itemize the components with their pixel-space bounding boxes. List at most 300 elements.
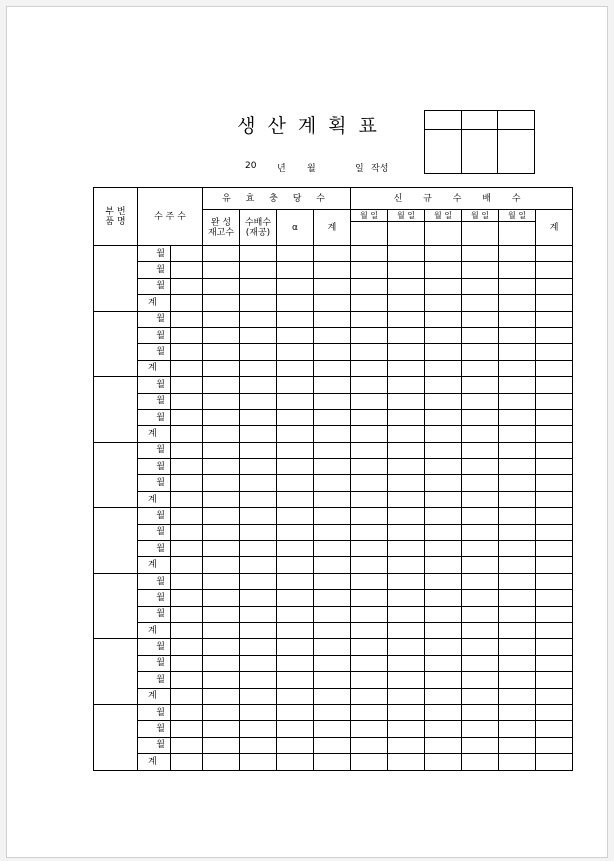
order-count-cell[interactable] — [171, 426, 203, 442]
data-cell[interactable] — [240, 459, 277, 475]
data-cell[interactable] — [425, 311, 462, 327]
data-cell[interactable] — [314, 262, 351, 278]
data-cell[interactable] — [462, 655, 499, 671]
data-cell[interactable] — [462, 606, 499, 622]
data-cell[interactable] — [240, 655, 277, 671]
data-cell[interactable] — [240, 360, 277, 376]
data-cell[interactable] — [240, 541, 277, 557]
data-cell[interactable] — [499, 737, 536, 753]
data-cell[interactable] — [425, 377, 462, 393]
data-cell[interactable] — [351, 278, 388, 294]
data-cell[interactable] — [203, 590, 240, 606]
data-cell[interactable] — [462, 541, 499, 557]
data-cell[interactable] — [314, 393, 351, 409]
order-count-cell[interactable] — [171, 377, 203, 393]
data-cell[interactable] — [351, 524, 388, 540]
data-cell[interactable] — [425, 360, 462, 376]
data-cell[interactable] — [203, 541, 240, 557]
data-cell[interactable] — [462, 672, 499, 688]
data-cell[interactable] — [536, 639, 573, 655]
data-cell[interactable] — [499, 344, 536, 360]
order-count-cell[interactable] — [171, 311, 203, 327]
data-cell[interactable] — [240, 557, 277, 573]
data-cell[interactable] — [499, 721, 536, 737]
data-cell[interactable] — [351, 622, 388, 638]
data-cell[interactable] — [314, 573, 351, 589]
data-cell[interactable] — [499, 475, 536, 491]
data-cell[interactable] — [277, 524, 314, 540]
data-cell[interactable] — [388, 557, 425, 573]
data-cell[interactable] — [462, 426, 499, 442]
data-cell[interactable] — [425, 409, 462, 425]
data-cell[interactable] — [499, 491, 536, 507]
product-cell[interactable] — [94, 704, 138, 770]
data-cell[interactable] — [499, 459, 536, 475]
data-cell[interactable] — [240, 409, 277, 425]
order-count-cell[interactable] — [171, 327, 203, 343]
data-cell[interactable] — [462, 754, 499, 770]
data-cell[interactable] — [351, 442, 388, 458]
data-cell[interactable] — [388, 672, 425, 688]
data-cell[interactable] — [388, 262, 425, 278]
data-cell[interactable] — [388, 327, 425, 343]
data-cell[interactable] — [203, 262, 240, 278]
data-cell[interactable] — [240, 262, 277, 278]
data-cell[interactable] — [425, 393, 462, 409]
data-cell[interactable] — [536, 672, 573, 688]
data-cell[interactable] — [499, 754, 536, 770]
data-cell[interactable] — [277, 262, 314, 278]
data-cell[interactable] — [351, 295, 388, 311]
data-cell[interactable] — [203, 639, 240, 655]
data-cell[interactable] — [499, 639, 536, 655]
data-cell[interactable] — [536, 442, 573, 458]
product-cell[interactable] — [94, 639, 138, 705]
data-cell[interactable] — [351, 311, 388, 327]
data-cell[interactable] — [536, 754, 573, 770]
data-cell[interactable] — [351, 475, 388, 491]
data-cell[interactable] — [351, 459, 388, 475]
data-cell[interactable] — [314, 442, 351, 458]
data-cell[interactable] — [351, 360, 388, 376]
data-cell[interactable] — [536, 491, 573, 507]
data-cell[interactable] — [499, 377, 536, 393]
data-cell[interactable] — [240, 721, 277, 737]
data-cell[interactable] — [462, 704, 499, 720]
data-cell[interactable] — [536, 295, 573, 311]
order-count-cell[interactable] — [171, 541, 203, 557]
data-cell[interactable] — [499, 508, 536, 524]
data-cell[interactable] — [351, 393, 388, 409]
data-cell[interactable] — [203, 246, 240, 262]
order-count-cell[interactable] — [171, 721, 203, 737]
data-cell[interactable] — [314, 524, 351, 540]
data-cell[interactable] — [462, 688, 499, 704]
data-cell[interactable] — [203, 459, 240, 475]
data-cell[interactable] — [203, 344, 240, 360]
data-cell[interactable] — [314, 688, 351, 704]
order-count-cell[interactable] — [171, 508, 203, 524]
data-cell[interactable] — [240, 622, 277, 638]
order-count-cell[interactable] — [171, 704, 203, 720]
data-cell[interactable] — [462, 622, 499, 638]
data-cell[interactable] — [499, 327, 536, 343]
data-cell[interactable] — [462, 459, 499, 475]
data-cell[interactable] — [203, 737, 240, 753]
approval-cell[interactable] — [425, 111, 462, 130]
data-cell[interactable] — [240, 311, 277, 327]
data-cell[interactable] — [314, 622, 351, 638]
data-cell[interactable] — [536, 622, 573, 638]
data-cell[interactable] — [277, 295, 314, 311]
approval-cell[interactable] — [425, 130, 462, 174]
order-count-cell[interactable] — [171, 442, 203, 458]
data-cell[interactable] — [499, 360, 536, 376]
data-cell[interactable] — [462, 442, 499, 458]
data-cell[interactable] — [536, 688, 573, 704]
data-cell[interactable] — [351, 409, 388, 425]
data-cell[interactable] — [388, 295, 425, 311]
data-cell[interactable] — [499, 606, 536, 622]
order-count-cell[interactable] — [171, 557, 203, 573]
data-cell[interactable] — [425, 278, 462, 294]
data-cell[interactable] — [536, 524, 573, 540]
order-count-cell[interactable] — [171, 295, 203, 311]
data-cell[interactable] — [277, 377, 314, 393]
data-cell[interactable] — [314, 541, 351, 557]
data-cell[interactable] — [388, 442, 425, 458]
data-cell[interactable] — [277, 606, 314, 622]
data-cell[interactable] — [425, 327, 462, 343]
data-cell[interactable] — [277, 737, 314, 753]
product-cell[interactable] — [94, 246, 138, 312]
data-cell[interactable] — [388, 606, 425, 622]
data-cell[interactable] — [240, 606, 277, 622]
data-cell[interactable] — [277, 704, 314, 720]
data-cell[interactable] — [277, 327, 314, 343]
data-cell[interactable] — [425, 508, 462, 524]
data-cell[interactable] — [425, 737, 462, 753]
data-cell[interactable] — [462, 295, 499, 311]
product-cell[interactable] — [94, 377, 138, 443]
data-cell[interactable] — [240, 491, 277, 507]
data-cell[interactable] — [499, 278, 536, 294]
data-cell[interactable] — [388, 704, 425, 720]
data-cell[interactable] — [388, 524, 425, 540]
data-cell[interactable] — [240, 672, 277, 688]
data-cell[interactable] — [499, 311, 536, 327]
data-cell[interactable] — [536, 262, 573, 278]
data-cell[interactable] — [277, 459, 314, 475]
header-date-cell[interactable] — [388, 222, 425, 246]
data-cell[interactable] — [499, 426, 536, 442]
data-cell[interactable] — [499, 262, 536, 278]
data-cell[interactable] — [536, 557, 573, 573]
approval-cell[interactable] — [461, 111, 498, 130]
data-cell[interactable] — [388, 491, 425, 507]
order-count-cell[interactable] — [171, 754, 203, 770]
data-cell[interactable] — [388, 311, 425, 327]
data-cell[interactable] — [425, 721, 462, 737]
data-cell[interactable] — [277, 442, 314, 458]
data-cell[interactable] — [536, 344, 573, 360]
data-cell[interactable] — [462, 409, 499, 425]
data-cell[interactable] — [462, 721, 499, 737]
data-cell[interactable] — [314, 278, 351, 294]
data-cell[interactable] — [425, 655, 462, 671]
data-cell[interactable] — [314, 426, 351, 442]
order-count-cell[interactable] — [171, 639, 203, 655]
data-cell[interactable] — [462, 524, 499, 540]
data-cell[interactable] — [388, 573, 425, 589]
data-cell[interactable] — [536, 606, 573, 622]
data-cell[interactable] — [240, 704, 277, 720]
data-cell[interactable] — [388, 393, 425, 409]
data-cell[interactable] — [499, 672, 536, 688]
data-cell[interactable] — [240, 278, 277, 294]
data-cell[interactable] — [240, 246, 277, 262]
data-cell[interactable] — [462, 262, 499, 278]
data-cell[interactable] — [351, 541, 388, 557]
order-count-cell[interactable] — [171, 655, 203, 671]
data-cell[interactable] — [240, 442, 277, 458]
data-cell[interactable] — [425, 475, 462, 491]
data-cell[interactable] — [425, 262, 462, 278]
data-cell[interactable] — [351, 344, 388, 360]
data-cell[interactable] — [314, 704, 351, 720]
data-cell[interactable] — [388, 508, 425, 524]
data-cell[interactable] — [499, 590, 536, 606]
data-cell[interactable] — [203, 721, 240, 737]
order-count-cell[interactable] — [171, 606, 203, 622]
data-cell[interactable] — [425, 672, 462, 688]
data-cell[interactable] — [203, 573, 240, 589]
data-cell[interactable] — [499, 573, 536, 589]
data-cell[interactable] — [499, 622, 536, 638]
product-cell[interactable] — [94, 311, 138, 377]
data-cell[interactable] — [351, 246, 388, 262]
data-cell[interactable] — [499, 524, 536, 540]
data-cell[interactable] — [314, 721, 351, 737]
data-cell[interactable] — [388, 721, 425, 737]
data-cell[interactable] — [462, 327, 499, 343]
data-cell[interactable] — [388, 459, 425, 475]
data-cell[interactable] — [536, 393, 573, 409]
data-cell[interactable] — [425, 491, 462, 507]
data-cell[interactable] — [203, 475, 240, 491]
data-cell[interactable] — [388, 639, 425, 655]
order-count-cell[interactable] — [171, 737, 203, 753]
data-cell[interactable] — [277, 622, 314, 638]
data-cell[interactable] — [462, 311, 499, 327]
data-cell[interactable] — [351, 754, 388, 770]
data-cell[interactable] — [277, 475, 314, 491]
data-cell[interactable] — [425, 754, 462, 770]
data-cell[interactable] — [351, 639, 388, 655]
order-count-cell[interactable] — [171, 688, 203, 704]
data-cell[interactable] — [240, 524, 277, 540]
data-cell[interactable] — [499, 541, 536, 557]
data-cell[interactable] — [314, 737, 351, 753]
data-cell[interactable] — [277, 278, 314, 294]
data-cell[interactable] — [351, 377, 388, 393]
header-date-cell[interactable] — [462, 222, 499, 246]
header-date-cell[interactable] — [425, 222, 462, 246]
data-cell[interactable] — [203, 557, 240, 573]
data-cell[interactable] — [314, 508, 351, 524]
data-cell[interactable] — [462, 393, 499, 409]
order-count-cell[interactable] — [171, 459, 203, 475]
data-cell[interactable] — [388, 409, 425, 425]
data-cell[interactable] — [203, 704, 240, 720]
data-cell[interactable] — [240, 737, 277, 753]
data-cell[interactable] — [203, 442, 240, 458]
data-cell[interactable] — [388, 590, 425, 606]
data-cell[interactable] — [425, 688, 462, 704]
data-cell[interactable] — [203, 524, 240, 540]
data-cell[interactable] — [462, 639, 499, 655]
data-cell[interactable] — [499, 409, 536, 425]
data-cell[interactable] — [536, 360, 573, 376]
order-count-cell[interactable] — [171, 573, 203, 589]
data-cell[interactable] — [351, 573, 388, 589]
data-cell[interactable] — [536, 721, 573, 737]
data-cell[interactable] — [462, 557, 499, 573]
data-cell[interactable] — [314, 327, 351, 343]
data-cell[interactable] — [388, 655, 425, 671]
data-cell[interactable] — [203, 377, 240, 393]
data-cell[interactable] — [277, 573, 314, 589]
data-cell[interactable] — [277, 557, 314, 573]
product-cell[interactable] — [94, 508, 138, 574]
data-cell[interactable] — [203, 311, 240, 327]
data-cell[interactable] — [351, 655, 388, 671]
data-cell[interactable] — [536, 377, 573, 393]
data-cell[interactable] — [203, 409, 240, 425]
data-cell[interactable] — [240, 475, 277, 491]
data-cell[interactable] — [462, 246, 499, 262]
data-cell[interactable] — [240, 688, 277, 704]
data-cell[interactable] — [425, 344, 462, 360]
header-date-cell[interactable] — [499, 222, 536, 246]
data-cell[interactable] — [203, 606, 240, 622]
data-cell[interactable] — [351, 704, 388, 720]
data-cell[interactable] — [351, 737, 388, 753]
data-cell[interactable] — [277, 672, 314, 688]
data-cell[interactable] — [388, 246, 425, 262]
data-cell[interactable] — [536, 246, 573, 262]
product-cell[interactable] — [94, 573, 138, 639]
data-cell[interactable] — [351, 606, 388, 622]
data-cell[interactable] — [240, 377, 277, 393]
data-cell[interactable] — [462, 344, 499, 360]
product-cell[interactable] — [94, 442, 138, 508]
data-cell[interactable] — [277, 590, 314, 606]
data-cell[interactable] — [314, 475, 351, 491]
data-cell[interactable] — [499, 557, 536, 573]
data-cell[interactable] — [536, 278, 573, 294]
data-cell[interactable] — [425, 557, 462, 573]
data-cell[interactable] — [351, 721, 388, 737]
approval-cell[interactable] — [498, 111, 535, 130]
data-cell[interactable] — [462, 508, 499, 524]
order-count-cell[interactable] — [171, 393, 203, 409]
data-cell[interactable] — [314, 459, 351, 475]
data-cell[interactable] — [425, 295, 462, 311]
data-cell[interactable] — [277, 754, 314, 770]
order-count-cell[interactable] — [171, 672, 203, 688]
data-cell[interactable] — [203, 295, 240, 311]
data-cell[interactable] — [351, 426, 388, 442]
order-count-cell[interactable] — [171, 409, 203, 425]
data-cell[interactable] — [203, 655, 240, 671]
order-count-cell[interactable] — [171, 344, 203, 360]
data-cell[interactable] — [277, 311, 314, 327]
data-cell[interactable] — [277, 409, 314, 425]
data-cell[interactable] — [536, 426, 573, 442]
data-cell[interactable] — [240, 295, 277, 311]
data-cell[interactable] — [425, 442, 462, 458]
data-cell[interactable] — [240, 393, 277, 409]
data-cell[interactable] — [314, 557, 351, 573]
data-cell[interactable] — [462, 737, 499, 753]
data-cell[interactable] — [425, 426, 462, 442]
order-count-cell[interactable] — [171, 360, 203, 376]
data-cell[interactable] — [351, 262, 388, 278]
data-cell[interactable] — [314, 590, 351, 606]
data-cell[interactable] — [536, 655, 573, 671]
data-cell[interactable] — [462, 590, 499, 606]
data-cell[interactable] — [203, 508, 240, 524]
data-cell[interactable] — [351, 508, 388, 524]
data-cell[interactable] — [203, 426, 240, 442]
data-cell[interactable] — [277, 246, 314, 262]
data-cell[interactable] — [351, 491, 388, 507]
data-cell[interactable] — [314, 672, 351, 688]
data-cell[interactable] — [314, 655, 351, 671]
data-cell[interactable] — [536, 311, 573, 327]
data-cell[interactable] — [536, 737, 573, 753]
data-cell[interactable] — [314, 606, 351, 622]
data-cell[interactable] — [499, 688, 536, 704]
data-cell[interactable] — [277, 344, 314, 360]
data-cell[interactable] — [536, 541, 573, 557]
data-cell[interactable] — [388, 541, 425, 557]
data-cell[interactable] — [536, 327, 573, 343]
data-cell[interactable] — [314, 295, 351, 311]
data-cell[interactable] — [314, 311, 351, 327]
order-count-cell[interactable] — [171, 278, 203, 294]
data-cell[interactable] — [240, 508, 277, 524]
data-cell[interactable] — [314, 491, 351, 507]
data-cell[interactable] — [240, 344, 277, 360]
data-cell[interactable] — [425, 459, 462, 475]
data-cell[interactable] — [240, 426, 277, 442]
data-cell[interactable] — [499, 442, 536, 458]
data-cell[interactable] — [425, 622, 462, 638]
data-cell[interactable] — [240, 639, 277, 655]
data-cell[interactable] — [277, 393, 314, 409]
data-cell[interactable] — [499, 704, 536, 720]
data-cell[interactable] — [536, 508, 573, 524]
data-cell[interactable] — [314, 409, 351, 425]
data-cell[interactable] — [388, 377, 425, 393]
data-cell[interactable] — [277, 426, 314, 442]
order-count-cell[interactable] — [171, 262, 203, 278]
data-cell[interactable] — [536, 590, 573, 606]
data-cell[interactable] — [203, 491, 240, 507]
order-count-cell[interactable] — [171, 590, 203, 606]
